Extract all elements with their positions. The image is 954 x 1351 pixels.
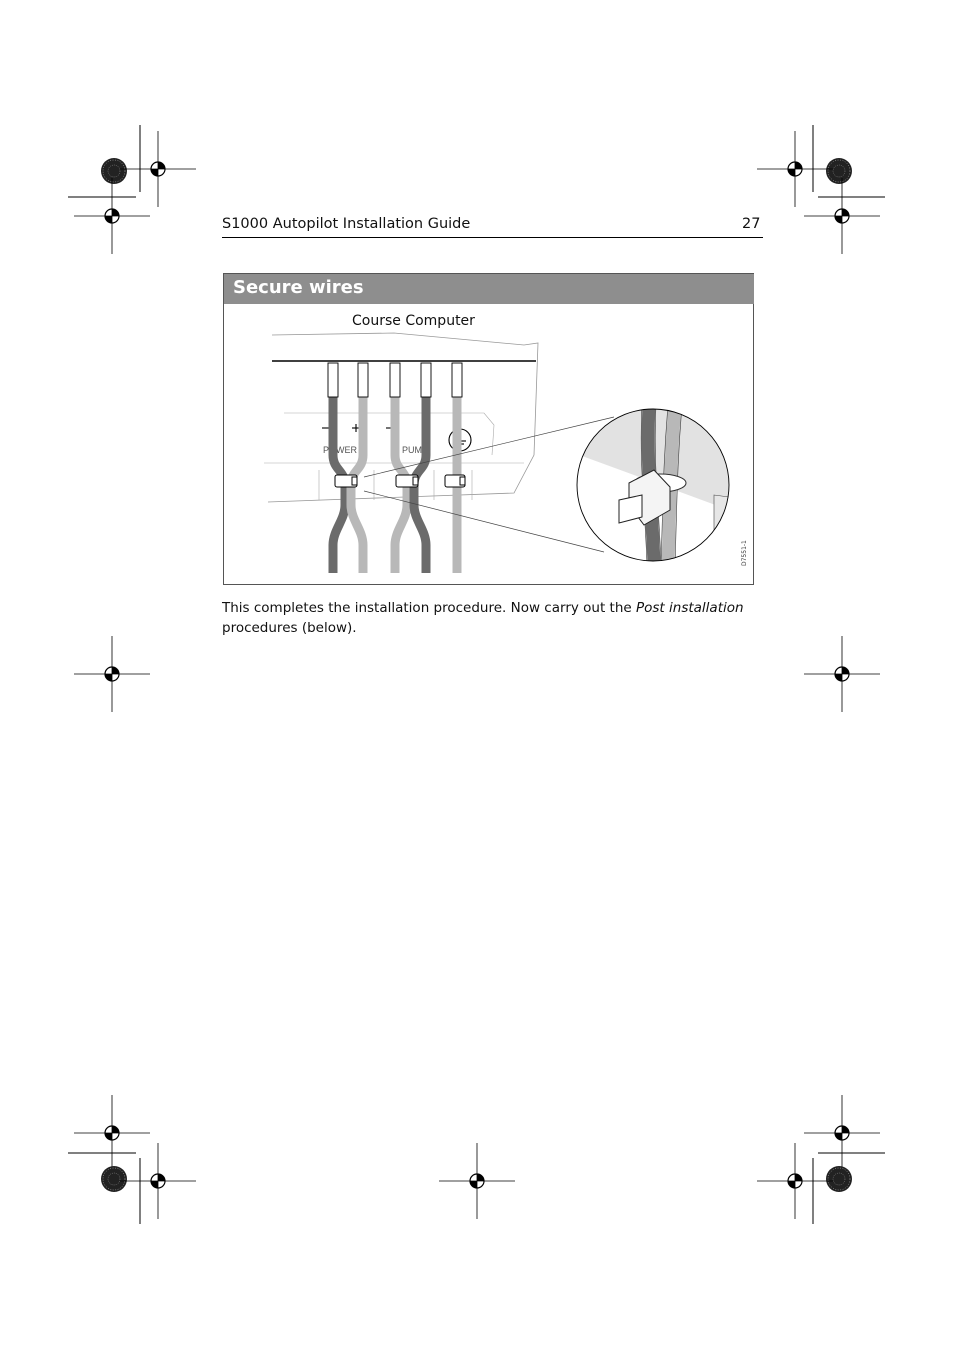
cable-tie-detail xyxy=(574,405,734,565)
body-text-after: procedures (below). xyxy=(222,620,357,636)
power-terminal-label: POWER xyxy=(323,445,358,455)
body-text-before: This completes the installation procedure. Now carry out the xyxy=(222,600,636,616)
body-paragraph xyxy=(222,598,762,638)
running-header-title: S1000 Autopilot Installation Guide xyxy=(222,216,471,232)
figure-code: D7551-1 xyxy=(741,540,748,566)
page-number: 27 xyxy=(742,216,761,232)
secure-wires-illustration xyxy=(224,305,754,584)
cable-ties xyxy=(335,475,465,487)
header-rule xyxy=(222,237,763,238)
wire-ferrules xyxy=(328,363,462,397)
panel-title: Secure wires xyxy=(233,277,364,298)
body-emphasis: Post installation xyxy=(636,600,744,616)
pump-terminal-label: PUMP xyxy=(402,445,429,455)
course-computer-label: Course Computer xyxy=(352,313,475,329)
